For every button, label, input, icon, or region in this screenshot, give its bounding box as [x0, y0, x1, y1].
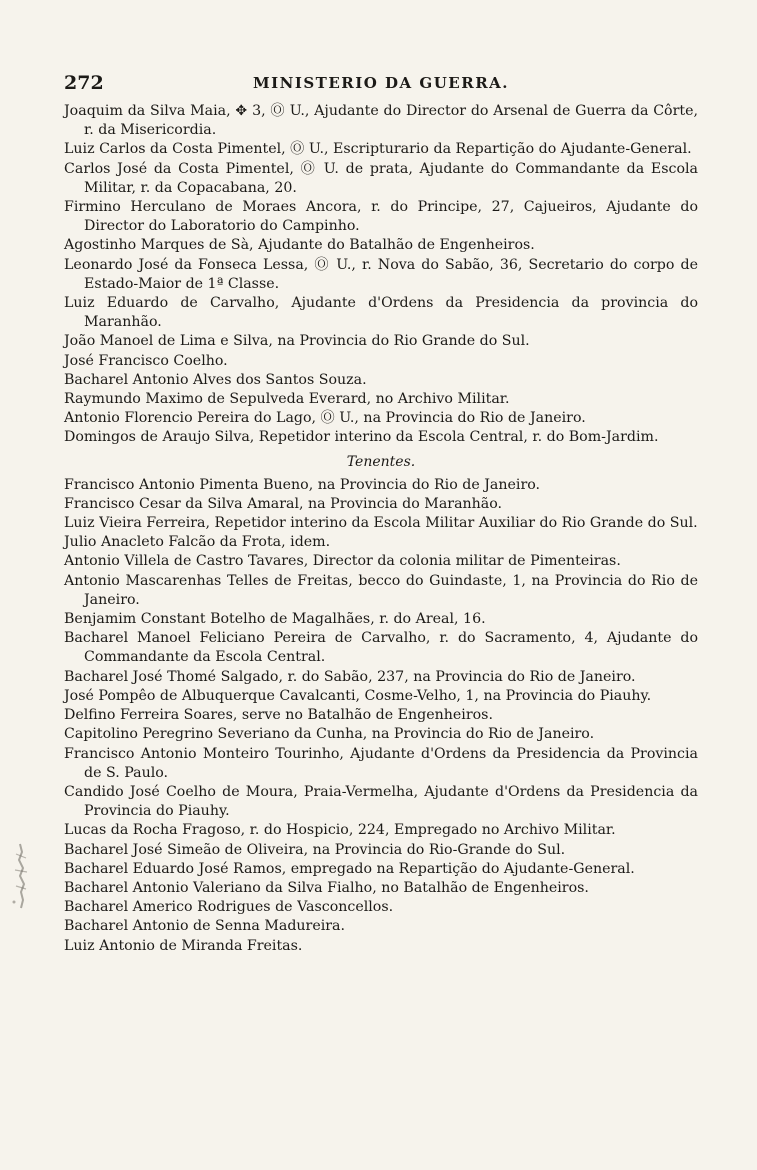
list-entry: Leonardo José da Fonseca Lessa, Ⓞ U., r. Nova do Sabão, 36, Secretario do corpo de Estado-Maior de 1ª Classe. [64, 256, 698, 292]
entries-list-tenentes [64, 476, 698, 956]
list-entry: Luiz Vieira Ferreira, Repetidor interino da Escola Militar Auxiliar do Rio Grande do Sul. [64, 515, 698, 532]
list-entry: Raymundo Maximo de Sepulveda Everard, no Archivo Militar. [64, 391, 510, 408]
list-entry: Bacharel Antonio de Senna Madureira. [64, 918, 346, 935]
list-entry: Bacharel Eduardo José Ramos, empregado na Repartição do Ajudante-General. [64, 860, 635, 877]
list-entry: Agostinho Marques de Sà, Ajudante do Batalhão de Engenheiros. [64, 237, 535, 254]
list-entry: Julio Anacleto Falcão da Frota, idem. [64, 534, 331, 551]
list-entry: Benjamim Constant Botelho de Magalhães, r. do Areal, 16. [64, 611, 486, 628]
margin-ink-mark-icon [6, 842, 36, 912]
list-entry: Antonio Mascarenhas Telles de Freitas, becco do Guindaste, 1, na Provincia do Rio de Janeiro. [64, 572, 698, 608]
list-entry: Firmino Herculano de Moraes Ancora, r. do Principe, 27, Cajueiros, Ajudante do Director do Laboratorio do Campinho. [64, 199, 698, 235]
list-entry: Bacharel Antonio Valeriano da Silva Fialho, no Batalhão de Engenheiros. [64, 879, 589, 896]
list-entry: Antonio Villela de Castro Tavares, Director da colonia militar de Pimenteiras. [64, 553, 621, 570]
list-entry: Bacharel Manoel Feliciano Pereira de Carvalho, r. do Sacramento, 4, Ajudante do Commandante da Escola Central. [64, 630, 698, 666]
section-heading-tenentes: Tenentes. [346, 453, 416, 470]
list-entry: Bacharel José Simeão de Oliveira, na Provincia do Rio-Grande do Sul. [64, 841, 566, 858]
list-entry: Candido José Coelho de Moura, Praia-Vermelha, Ajudante d'Ordens da Presidencia da Provincia do Piauhy. [64, 783, 698, 820]
list-entry: Luiz Antonio de Miranda Freitas. [64, 937, 303, 954]
list-entry: Delfino Ferreira Soares, serve no Batalhão de Engenheiros. [64, 707, 493, 724]
list-entry: Lucas da Rocha Fragoso, r. do Hospicio, 224, Empregado no Archivo Militar. [64, 822, 616, 839]
list-entry: Francisco Antonio Monteiro Tourinho, Ajudante d'Ordens da Presidencia da Provincia de S. Paulo. [64, 745, 698, 781]
page-header [64, 72, 698, 102]
list-entry: Capitolino Peregrino Severiano da Cunha, na Provincia do Rio de Janeiro. [64, 726, 595, 743]
list-entry: Luiz Carlos da Costa Pimentel, Ⓞ U., Escripturario da Repartição do Ajudante-General. [64, 141, 692, 158]
list-entry: Francisco Antonio Pimenta Bueno, na Provincia do Rio de Janeiro. [64, 476, 541, 493]
list-entry: Antonio Florencio Pereira do Lago, Ⓞ U., na Provincia do Rio de Janeiro. [64, 410, 586, 427]
list-entry: Bacharel Americo Rodrigues de Vasconcellos. [64, 899, 394, 916]
list-entry: José Pompêo de Albuquerque Cavalcanti, Cosme-Velho, 1, na Provincia do Piauhy. [64, 687, 652, 704]
list-entry: Francisco Cesar da Silva Amaral, na Provincia do Maranhão. [64, 495, 503, 512]
list-entry: Luiz Eduardo de Carvalho, Ajudante d'Ordens da Presidencia da provincia do Maranhão. [64, 295, 698, 331]
list-entry: Carlos José da Costa Pimentel, Ⓞ U. de prata, Ajudante do Commandante da Escola Militar, r. da Copacabana, 20. [64, 160, 698, 196]
page-number: 272 [64, 72, 104, 94]
list-entry: Bacharel Antonio Alves dos Santos Souza. [64, 371, 367, 388]
list-entry: Joaquim da Silva Maia, ✥ 3, Ⓞ U., Ajudante do Director do Arsenal de Guerra da Côrte, r. da Misericordia. [64, 103, 698, 139]
entries-list-before [64, 102, 698, 448]
list-entry: Domingos de Araujo Silva, Repetidor interino da Escola Central, r. do Bom-Jardim. [64, 429, 659, 446]
book-page [64, 72, 698, 956]
list-entry: Bacharel José Thomé Salgado, r. do Sabão, 237, na Provincia do Rio de Janeiro. [64, 668, 636, 685]
list-entry: João Manoel de Lima e Silva, na Provincia do Rio Grande do Sul. [64, 333, 530, 350]
list-entry: José Francisco Coelho. [64, 352, 228, 369]
running-title: MINISTERIO DA GUERRA. [252, 74, 510, 92]
